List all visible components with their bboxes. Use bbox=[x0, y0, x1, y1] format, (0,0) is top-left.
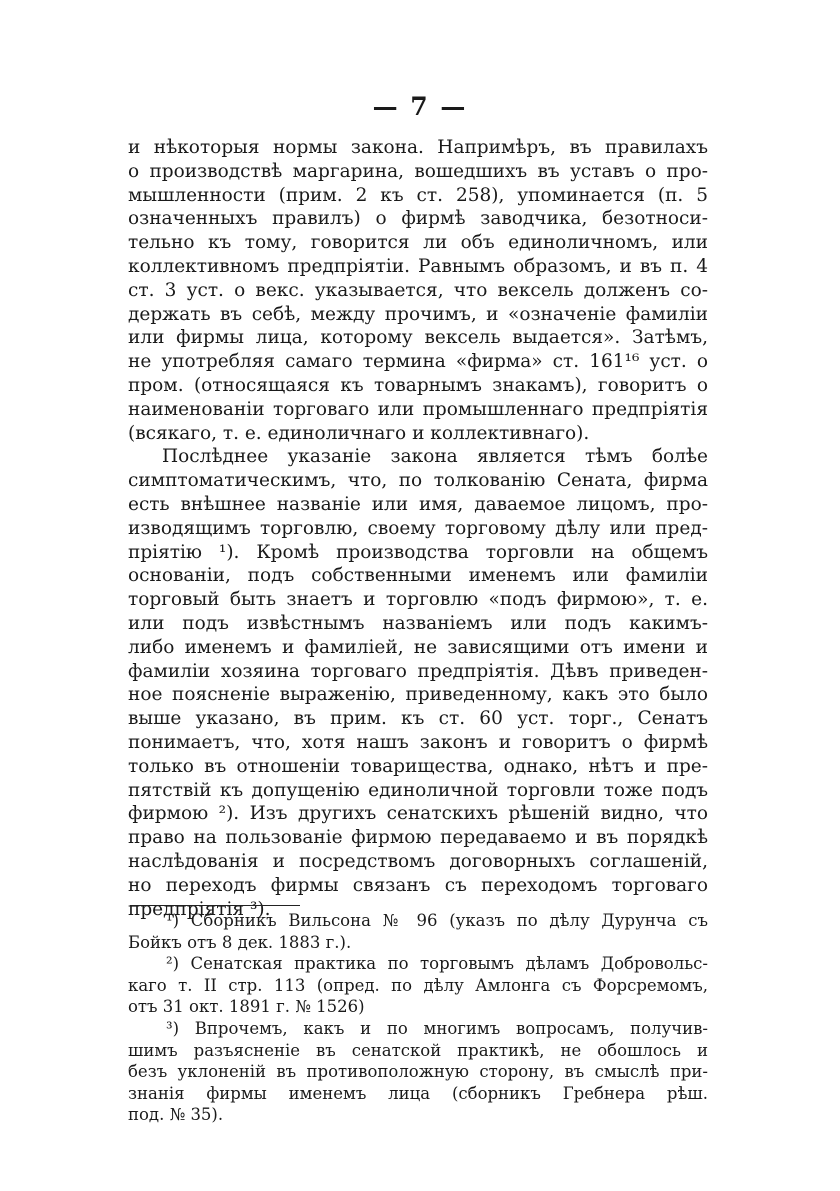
text-line: о производствѣ маргарина, вошедшихъ въ уставъ о про- bbox=[128, 160, 708, 182]
text-line: тельно къ тому, говорится ли объ единоличномъ, или bbox=[128, 232, 708, 254]
text-line: симптоматическимъ, что, по толкованію Сената, фирма bbox=[128, 470, 708, 492]
page-number: — 7 — bbox=[372, 92, 468, 121]
footnote-line: безъ уклоненій въ противоположную сторону, въ смыслѣ при- bbox=[128, 1062, 708, 1082]
text-line: торговый быть знаетъ и торговлю «подъ фирмою», т. е. bbox=[128, 589, 708, 611]
text-line: выше указано, въ прим. къ ст. 60 уст. торг., Сенатъ bbox=[128, 708, 708, 730]
text-line: наслѣдованія и посредствомъ договорныхъ соглашеній, bbox=[128, 850, 708, 872]
text-line: только въ отношеніи товарищества, однако, нѣтъ и пре- bbox=[128, 755, 708, 777]
footnote-divider bbox=[130, 905, 300, 906]
footnote-line: знанія фирмы именемъ лица (сборникъ Гребнера рѣш. bbox=[128, 1083, 708, 1103]
text-line: понимаетъ, что, хотя нашъ законъ и говоритъ о фирмѣ bbox=[128, 731, 708, 753]
text-line: не употребляя самаго термина «фирма» ст. 161¹⁶ уст. о bbox=[128, 351, 708, 373]
text-line: и нѣкоторыя нормы закона. Напримѣръ, въ правилахъ bbox=[128, 137, 708, 158]
text-line: мышленности (прим. 2 къ ст. 258), упоминается (п. 5 bbox=[128, 184, 708, 206]
footnote-line: Бойкъ отъ 8 дек. 1883 г.). bbox=[128, 932, 352, 952]
text-line: коллективномъ предпріятіи. Равнымъ образомъ, и въ п. 4 bbox=[128, 255, 708, 277]
footnote-line: шимъ разъясненіе въ сенатской практикѣ, не обошлось и bbox=[128, 1040, 708, 1060]
text-line: наименованіи торговаго или промышленнаго предпріятія bbox=[128, 398, 708, 420]
footnote-line: ²) Сенатская практика по торговымъ дѣламъ Добровольс- bbox=[166, 954, 708, 974]
text-line: ст. 3 уст. о векс. указывается, что вексель долженъ со- bbox=[128, 279, 708, 301]
text-line: пріятію ¹). Кромѣ производства торговли на общемъ bbox=[128, 541, 708, 563]
text-line: означенныхъ правилъ) о фирмѣ заводчика, безотноси- bbox=[128, 208, 708, 230]
footnote-line: ¹) Сборникъ Вильсона № 96 (указъ по дѣлу Дурунча съ bbox=[166, 911, 708, 930]
text-line: пром. (относящаяся къ товарнымъ знакамъ), говоритъ о bbox=[128, 374, 708, 396]
footnote-line: ³) Впрочемъ, какъ и по многимъ вопросамъ, получив- bbox=[166, 1018, 708, 1038]
footnote-3 bbox=[128, 1018, 708, 1126]
paragraph-1 bbox=[128, 136, 708, 445]
footnote-line: отъ 31 окт. 1891 г. № 1526) bbox=[128, 997, 365, 1017]
text-line: фамиліи хозяина торговаго предпріятія. Дѣвъ приведен- bbox=[128, 660, 708, 682]
paragraph-2 bbox=[128, 445, 708, 921]
text-line: право на пользованіе фирмою передаваемо и въ порядкѣ bbox=[128, 827, 708, 849]
footnotes bbox=[128, 910, 708, 1126]
text-line: ное поясненіе выраженію, приведенному, какъ это было bbox=[128, 684, 708, 706]
text-line: либо именемъ и фамиліей, не зависящими отъ имени и bbox=[128, 636, 708, 658]
footnote-line: каго т. II стр. 113 (опред. по дѣлу Амлонга съ Форсремомъ, bbox=[128, 975, 708, 995]
text-line: или подъ извѣстнымъ названіемъ или подъ какимъ- bbox=[128, 612, 708, 634]
footnote-2 bbox=[128, 953, 708, 1018]
text-line: держать въ себѣ, между прочимъ, и «означеніе фамиліи bbox=[128, 303, 708, 325]
text-line: изводящимъ торговлю, своему торговому дѣлу или пред- bbox=[128, 517, 708, 539]
text-line: пятствій къ допущенію единоличной торговли тоже подъ bbox=[128, 779, 708, 801]
text-line: но переходъ фирмы связанъ съ переходомъ торговаго bbox=[128, 874, 708, 896]
text-line: есть внѣшнее названіе или имя, даваемое лицомъ, про- bbox=[128, 493, 708, 515]
text-line: Послѣднее указаніе закона является тѣмъ болѣе bbox=[162, 446, 708, 468]
footnote-line: под. № 35). bbox=[128, 1105, 224, 1125]
text-line: (всякаго, т. е. единоличнаго и коллективнаго). bbox=[128, 422, 590, 444]
text-line: или фирмы лица, которому вексель выдается». Затѣмъ, bbox=[128, 327, 708, 349]
text-line: фирмою ²). Изъ другихъ сенатскихъ рѣшеній видно, что bbox=[128, 803, 708, 825]
text-line: предпріятія ³). bbox=[128, 898, 271, 920]
footnote-1 bbox=[128, 910, 708, 953]
text-line: основаніи, подъ собственными именемъ или фамиліи bbox=[128, 565, 708, 587]
main-text bbox=[128, 136, 708, 921]
